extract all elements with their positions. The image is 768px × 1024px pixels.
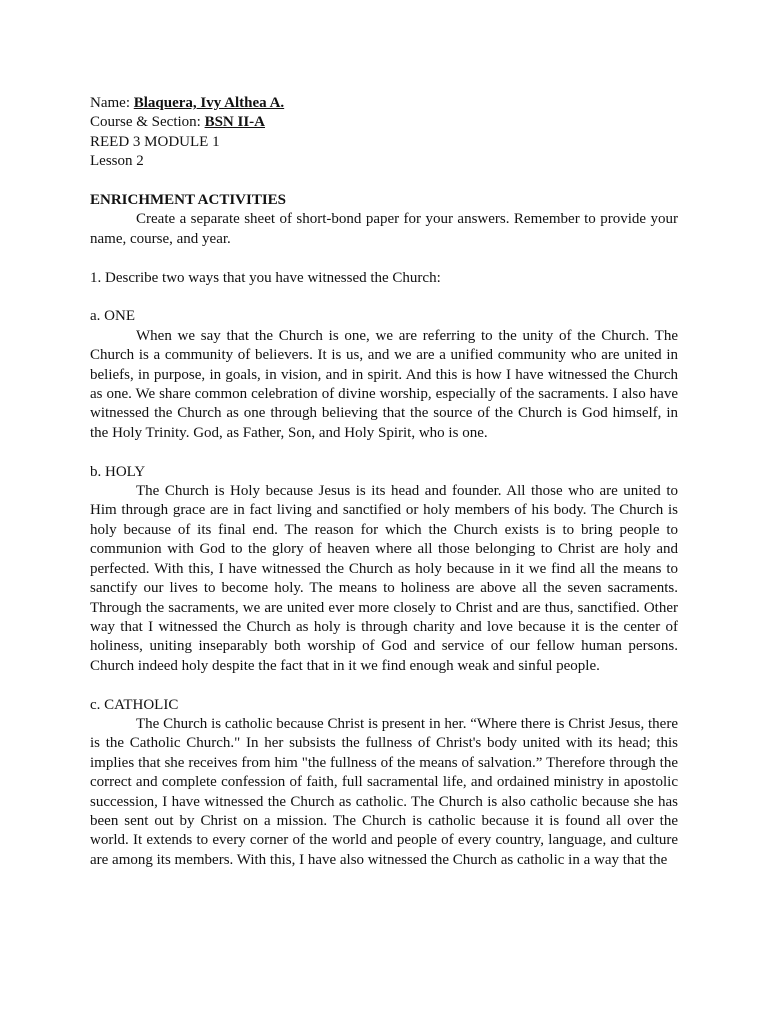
spacer bbox=[90, 443, 678, 462]
course-section: BSN II-A bbox=[204, 114, 266, 131]
section-paragraph-one: When we say that the Church is one, we are referring to the unity of the Church. The Church is a community of believers. It is us, and we are a unified community who are united in beliefs, in purpose, in goals, in vision, and in spirit. And this is how I have witnessed the Church as one. We share common celebration of divine worship, especially of the sacraments. I also have witnessed the Church as one through believing that the source of the Church is God himself, in the Holy Trinity. God, as Father, Son, and Holy Spirit, who is one. bbox=[90, 327, 678, 441]
question-text: 1. Describe two ways that you have witnessed the Church: bbox=[90, 269, 441, 286]
section-paragraph-catholic: The Church is catholic because Christ is present in her. “Where there is Christ Jesus, there is the Catholic Church." In her subsists the fullness of Christ's body united with its head; this implies that she receives from him "the fullness of the means of salvation.” Therefore through the correct and complete confession of faith, full sacramental life, and ordained ministry in apostolic succession, I have witnessed the Church as catholic. The Church is also catholic because she has been sent out by Christ on a mission. The Church is catholic because it is found all over the world. It extends to every corner of the world and people of every country, language, and culture are among its members. With this, I have also witnessed the Church as catholic in a way that the bbox=[90, 715, 678, 868]
name-label: Name: bbox=[90, 95, 134, 111]
section-label-holy: b. HOLY bbox=[90, 463, 146, 480]
student-name: Blaquera, Ivy Althea A. bbox=[133, 95, 285, 111]
module-line: REED 3 MODULE 1 bbox=[90, 133, 220, 150]
section-label-catholic: c. CATHOLIC bbox=[90, 696, 179, 713]
spacer bbox=[90, 676, 678, 695]
section-label-one: a. ONE bbox=[90, 308, 135, 325]
lesson-line: Lesson 2 bbox=[90, 153, 144, 170]
instructions-paragraph: Create a separate sheet of short-bond paper for your answers. Remember to provide your name, course, and year. bbox=[90, 211, 678, 247]
enrichment-heading: ENRICHMENT ACTIVITIES bbox=[90, 192, 287, 209]
spacer bbox=[90, 172, 678, 191]
course-line bbox=[90, 113, 678, 132]
spacer bbox=[90, 249, 678, 268]
name-line bbox=[90, 94, 678, 113]
course-label: Course & Section: bbox=[90, 114, 205, 131]
spacer bbox=[90, 288, 678, 307]
section-paragraph-holy: The Church is Holy because Jesus is its head and founder. All those who are united to Him through grace are in fact living and sanctified or holy members of his body. The Church is holy because of its final end. The reason for which the Church exists is to bring people to communion with God to the glory of heaven where all those belonging to Christ are holy and perfected. With this, I have witnessed the Church as holy because in it we find all the means to sanctify our lives to become holy. The means to holiness are above all the seven sacraments. Through the sacraments, we are united ever more closely to Christ and are thus, sanctified. Other way that I witnessed the Church as holy is through charity and love because it is the center of holiness, uniting inseparably both worship of God and service of our fellow human persons. Church indeed holy despite the fact that in it we find enough weak and sinful people. bbox=[90, 483, 678, 674]
